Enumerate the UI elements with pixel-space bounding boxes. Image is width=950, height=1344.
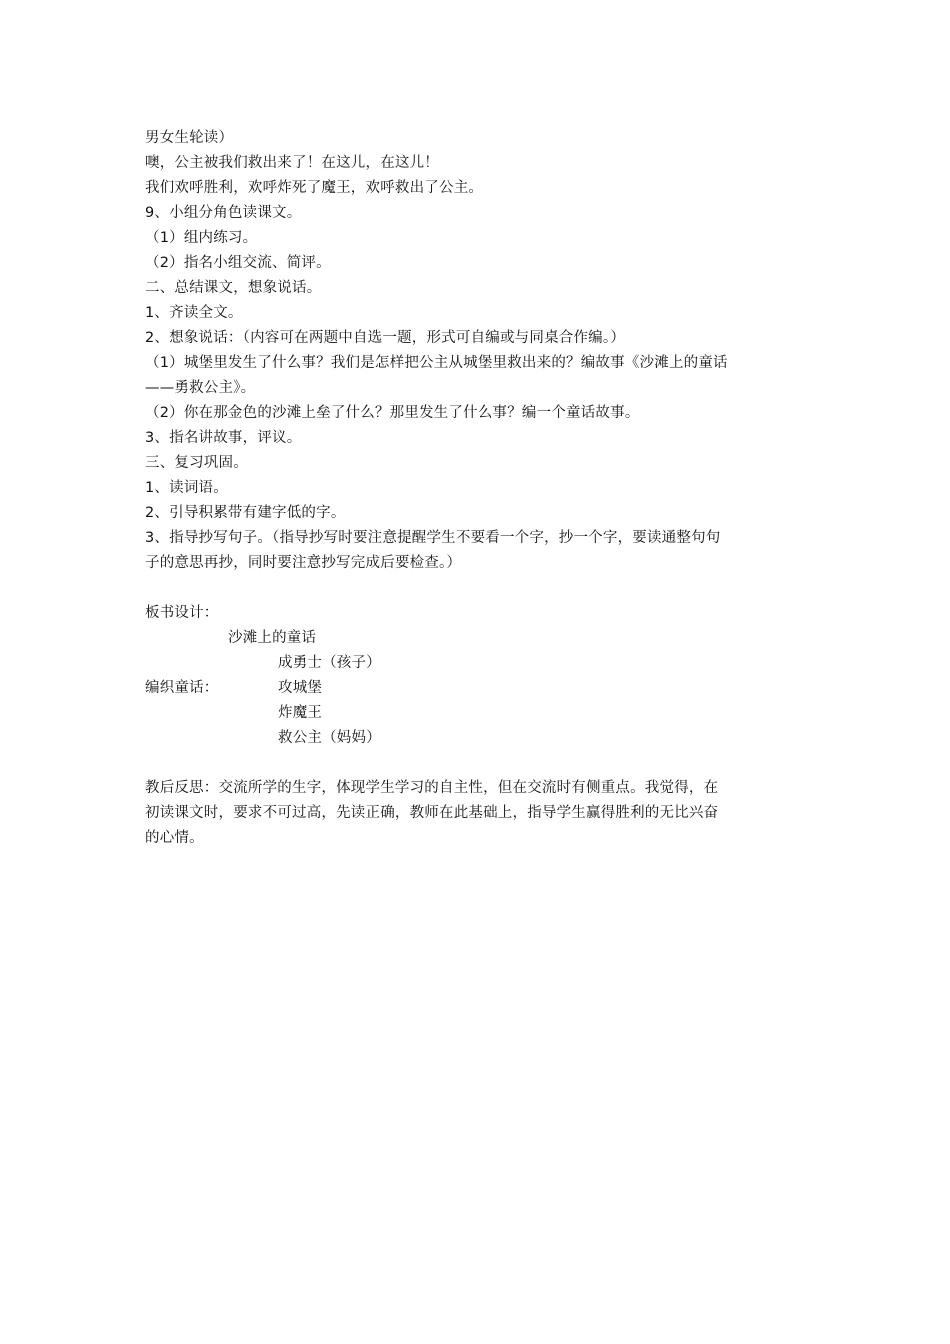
text-line: 男女生轮读）	[145, 130, 234, 146]
board-design-label: 编织童话：	[145, 680, 219, 696]
text-line: 1、齐读全文。	[145, 305, 243, 321]
board-design-item: 攻城堡	[278, 680, 323, 696]
board-design-heading: 板书设计：	[145, 605, 219, 621]
text-line: 3、指名讲故事，评议。	[145, 430, 302, 446]
reflection-line: 的心情。	[145, 830, 204, 846]
text-line: ——勇救公主》。	[145, 380, 256, 396]
text-line: （2）你在那金色的沙滩上垒了什么？那里发生了什么事？编一个童话故事。	[145, 405, 640, 421]
text-line: 2、想象说话：（内容可在两题中自选一题，形式可自编或与同桌合作编。）	[145, 330, 626, 346]
text-line: （1）组内练习。	[145, 230, 258, 246]
board-design-item: 成勇士（孩子）	[278, 655, 381, 671]
board-design-item: 救公主（妈妈）	[278, 730, 381, 746]
text-line: （1）城堡里发生了什么事？我们是怎样把公主从城堡里救出来的？编故事《沙滩上的童话	[145, 355, 728, 371]
text-line: 二、总结课文，想象说话。	[145, 280, 322, 296]
text-line: 1、读词语。	[145, 480, 228, 496]
text-line: 2、引导积累带有建字低的字。	[145, 505, 346, 521]
reflection-line: 教后反思：交流所学的生字，体现学生学习的自主性，但在交流时有侧重点。我觉得，在	[145, 780, 719, 796]
text-line: 三、复习巩固。	[145, 455, 248, 471]
text-line: 子的意思再抄，同时要注意抄写完成后要检查。）	[145, 555, 462, 571]
text-line: 9、小组分角色读课文。	[145, 205, 302, 221]
reflection-line: 初读课文时，要求不可过高，先读正确，教师在此基础上，指导学生赢得胜利的无比兴奋	[145, 805, 719, 821]
text-line: 我们欢呼胜利，欢呼炸死了魔王，欢呼救出了公主。	[145, 180, 484, 196]
text-line: （2）指名小组交流、简评。	[145, 255, 331, 271]
board-design-title: 沙滩上的童话	[228, 630, 317, 646]
text-line: 噢，公主被我们救出来了！在这儿，在这儿！	[145, 155, 439, 171]
board-design-item: 炸魔王	[278, 705, 323, 721]
text-line: 3、指导抄写句子。（指导抄写时要注意提醒学生不要看一个字，抄一个字，要读通整句句	[145, 530, 721, 546]
